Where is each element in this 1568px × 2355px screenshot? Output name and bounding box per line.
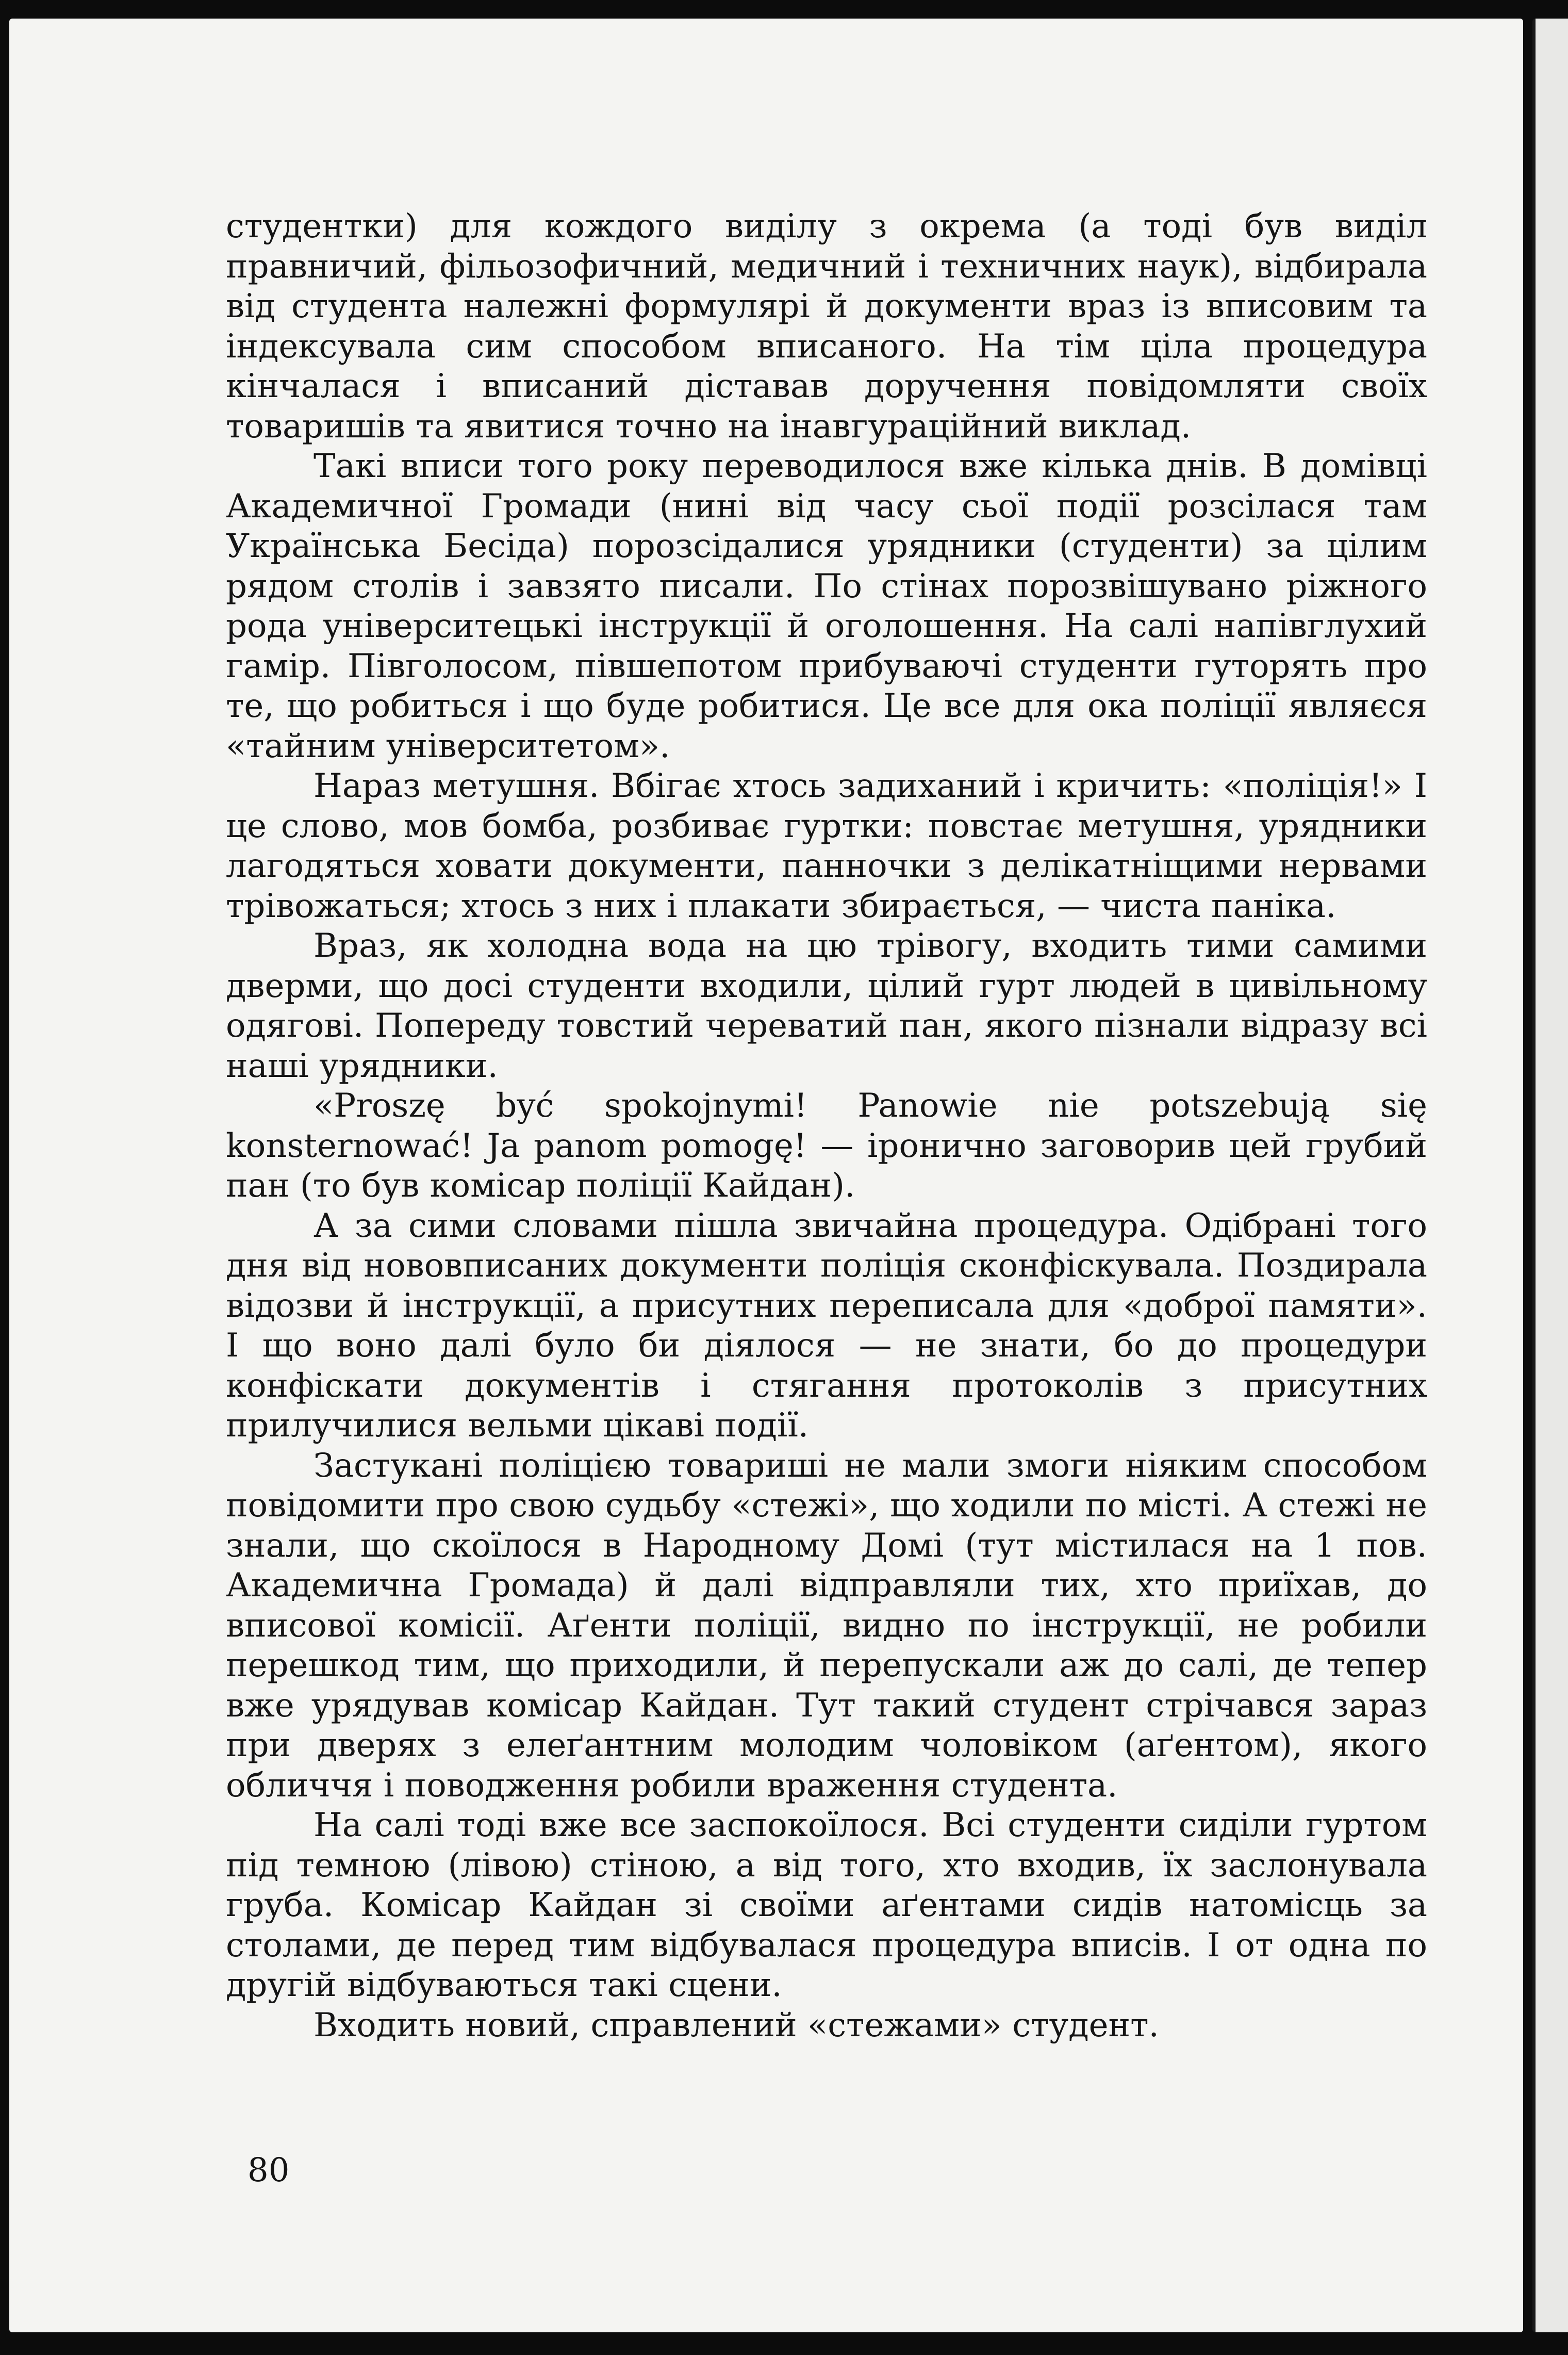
paragraph-7: Застукані поліцією товариші не мали змоги ніяким способом повідомити про свою судьбу «стежі», що ходили по місті. А стежі не знали, що скоїлося в Народному Домі (тут містилася на 1 пов. Академична Громада) й далі відправляли тих, хто приїхав, до вписової комісії. Аґенти поліції, видно по інструкції, не робили перешкод тим, що приходили, й перепускали аж до салі, де тепер вже урядував комісар Кайдан. Тут такий студент стрічався зараз при дверях з елеґантним молодим чоловіком (аґентом), якого обличчя і поводження робили враження студента. bbox=[226, 1446, 1427, 1805]
book-page bbox=[9, 19, 1523, 2332]
paragraph-1: студентки) для кождого виділу з окрема (а тоді був виділ правничий, фільозофичний, медичний і техничних наук), відбирала від студента належні формулярі й документи враз із вписовим та індексувала сим способом вписаного. На тім ціла процедура кінчалася і вписаний діставав доручення повідомляти своїх товаришів та явитися точно на інавгураційний виклад. bbox=[226, 207, 1427, 446]
paragraph-6: А за сими словами пішла звичайна процедура. Одібрані того дня від нововписаних документи поліція сконфіскувала. Поздирала відозви й інструкції, а присутних переписала для «доброї памяти». І що воно далі було би діялося — не знати, бо до процедури конфіскати документів і стягання протоколів з присутних прилучилися вельми цікаві події. bbox=[226, 1206, 1427, 1445]
paragraph-9: Входить новий, справлений «стежами» студент. bbox=[313, 2006, 1159, 2045]
paragraph-2: Такі вписи того року переводилося вже кілька днів. В домівці Академичної Громади (нині від часу сьої події розсілася там Українська Бесіда) порозсідалися урядники (студенти) за цілим рядом столів і завзято писали. По стінах порозвішувано ріжного рода університецькі інструкції й оголошення. На салі напівглухий гамір. Півголосом, півшепотом прибуваючі студенти гуторять про те, що робиться і що буде робитися. Це все для ока поліції являєся «тайним університетом». bbox=[226, 447, 1427, 765]
page-number: 80 bbox=[247, 2151, 290, 2189]
body-text bbox=[226, 207, 1427, 2046]
paragraph-5: «Proszę być spokojnymi! Panowie nie potszebują się konsternować! Ja panom pomogę! — іронично заговорив цей грубий пан (то був комісар поліції Кайдан). bbox=[226, 1087, 1427, 1205]
paragraph-8: На салі тоді вже все заспокоїлося. Всі студенти сиділи гуртом під темною (лівою) стіною, а від того, хто входив, їх заслонувала груба. Комісар Кайдан зі своїми аґентами сидів натомісць за столами, де перед тим відбувалася процедура вписів. І от одна по другій відбуваються такі сцени. bbox=[226, 1806, 1427, 2004]
paragraph-3: Нараз метушня. Вбігає хтось задиханий і кричить: «поліція!» І це слово, мов бомба, розбиває гуртки: повстає метушня, урядники лагодяться ховати документи, панночки з делікатніщими нервами трівожаться; хтось з них і плакати збирається, — чиста паніка. bbox=[226, 767, 1427, 925]
paragraph-4: Враз, як холодна вода на цю трівогу, входить тими самими дверми, що досі студенти входили, цілий гурт людей в цивільному одягові. Попереду товстий череватий пан, якого пізнали відразу всі наші урядники. bbox=[226, 927, 1427, 1085]
adjacent-page-edge bbox=[1532, 19, 1568, 2332]
